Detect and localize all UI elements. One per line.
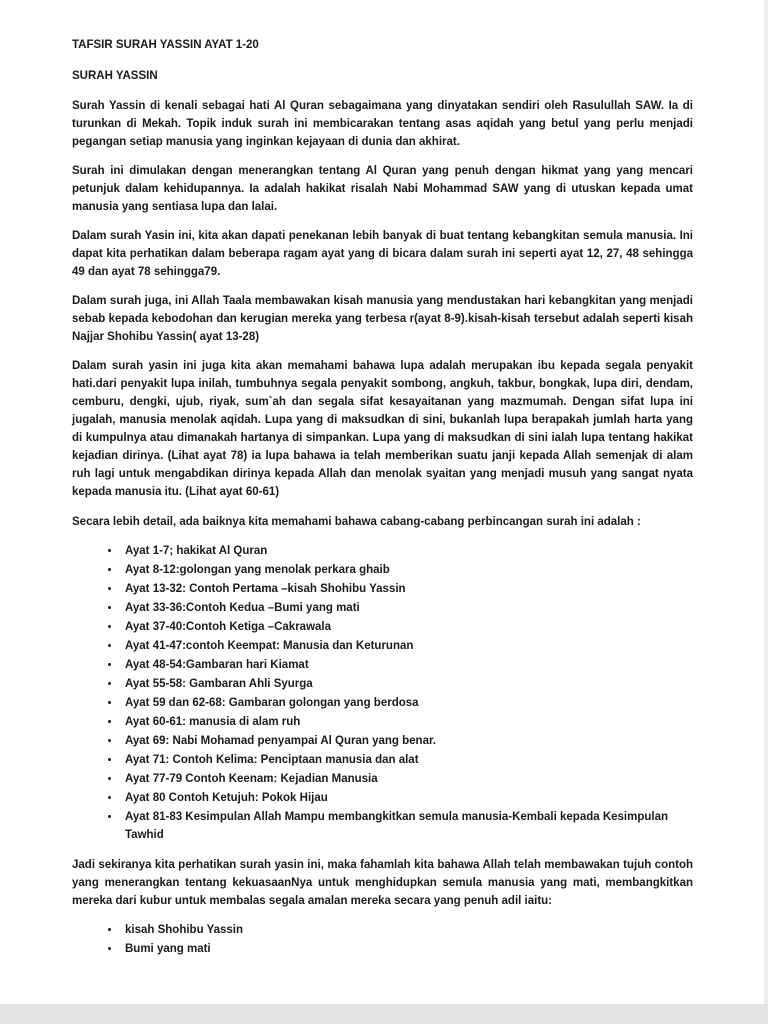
list-item: • Ayat 48-54:Gambaran hari Kiamat (121, 656, 693, 674)
list-item: • Ayat 60-61: manusia di alam ruh (121, 713, 693, 731)
paragraph-lupa: Dalam surah yasin ini juga kita akan memahami bahawa lupa adalah merupakan ibu kepada segala penyakit hati.dari penyakit lupa inilah, tumbuhnya segala penyakit sombong, angkuh, takbur, bongkak, lupa diri, dendam, cemburu, dengki, ujub, riyak, sum`ah dan segala sifat kesayaitanan yang mazmumah. Dengan sifat lupa ini jugalah, manusia menolak aqidah. Lupa yang di maksudkan di sini, bukanlah lupa berapakah jumlah harta yang di kumpulnya atau dimanakah hartanya di simpankan. Lupa yang di maksudkan di sini ialah lupa tentang hakikat kejadian dirinya. (Lihat ayat 78) ia lupa bahawa ia telah memberikan suatu janji kepada Allah semenjak di alam ruh lagi untuk mengabdikan dirinya kepada Allah dan menolak syaitan yang menjadi musuh yang sangat nyata kepada manusia itu. (Lihat ayat 60-61) (72, 360, 693, 498)
list-item: • Ayat 71: Contoh Kelima: Penciptaan manusia dan alat (121, 751, 693, 769)
list-item: • Ayat 1-7; hakikat Al Quran (121, 542, 693, 560)
examples-bullet-list (72, 921, 693, 958)
list-item: • Ayat 80 Contoh Ketujuh: Pokok Hijau (121, 789, 693, 807)
topics-bullet-list (72, 542, 693, 844)
paragraph-kesimpulan: Jadi sekiranya kita perhatikan surah yasin ini, maka fahamlah kita bahawa Allah telah membawakan tujuh contoh yang menerangkan tentang kekuasaanNya untuk menghidupkan semula manusia yang mati, membangkitkan mereka dari kubur untuk membalas segala amalan mereka secara yang penuh adil iaitu: (72, 859, 693, 907)
list-item: • Bumi yang mati (121, 940, 693, 958)
list-item: • Ayat 69: Nabi Mohamad penyampai Al Quran yang benar. (121, 732, 693, 750)
list-item: • kisah Shohibu Yassin (121, 921, 693, 939)
document-title: TAFSIR SURAH YASSIN AYAT 1-20 (72, 39, 259, 51)
list-item: • Ayat 33-36:Contoh Kedua –Bumi yang mati (121, 599, 693, 617)
list-item: • Ayat 59 dan 62-68: Gambaran golongan yang berdosa (121, 694, 693, 712)
list-item: • Ayat 81-83 Kesimpulan Allah Mampu membangkitkan semula manusia-Kembali kepada Kesimpulan Tawhid (121, 808, 693, 844)
section-heading: SURAH YASSIN (72, 70, 158, 82)
paragraph-list-intro: Secara lebih detail, ada baiknya kita memahami bahawa cabang-cabang perbincangan surah ini adalah : (72, 516, 641, 528)
list-item: • Ayat 55-58: Gambaran Ahli Syurga (121, 675, 693, 693)
list-item: • Ayat 41-47:contoh Keempat: Manusia dan Keturunan (121, 637, 693, 655)
viewer-background-right (764, 0, 768, 1004)
list-item: • Ayat 8-12:golongan yang menolak perkara ghaib (121, 561, 693, 579)
viewer-background-bottom (0, 1004, 768, 1024)
paragraph-intro-surah: Surah Yassin di kenali sebagai hati Al Quran sebagaimana yang dinyatakan sendiri oleh Rasulullah SAW. Ia di turunkan di Mekah. Topik induk surah ini membicarakan tentang asas aqidah yang betul yang perlu menjadi pegangan setiap manusia yang inginkan kejayaan di dunia dan akhirat. (72, 100, 693, 148)
list-item: • Ayat 77-79 Contoh Keenam: Kejadian Manusia (121, 770, 693, 788)
paragraph-kebangkitan: Dalam surah Yasin ini, kita akan dapati penekanan lebih banyak di buat tentang kebangkitan semula manusia. Ini dapat kita perhatikan dalam beberapa ragam ayat yang di bicara dalam surah ini seperti ayat 12, 27, 48 sehingga 49 dan ayat 78 sehingga79. (72, 230, 693, 278)
list-item: • Ayat 13-32: Contoh Pertama –kisah Shohibu Yassin (121, 580, 693, 598)
paragraph-kisah-manusia: Dalam surah juga, ini Allah Taala membawakan kisah manusia yang mendustakan hari kebangkitan yang menjadi sebab kepada kebodohan dan kerugian mereka yang terbesa r(ayat 8-9).kisah-kisah tersebut adalah seperti kisah Najjar Shohibu Yassin( ayat 13-28) (72, 295, 693, 343)
paragraph-surah-opening: Surah ini dimulakan dengan menerangkan tentang Al Quran yang penuh dengan hikmat yang yang mencari petunjuk dalam kehidupannya. Ia adalah hakikat risalah Nabi Mohammad SAW yang di utuskan kepada umat manusia yang sentiasa lupa dan lalai. (72, 165, 693, 213)
list-item: • Ayat 37-40:Contoh Ketiga –Cakrawala (121, 618, 693, 636)
